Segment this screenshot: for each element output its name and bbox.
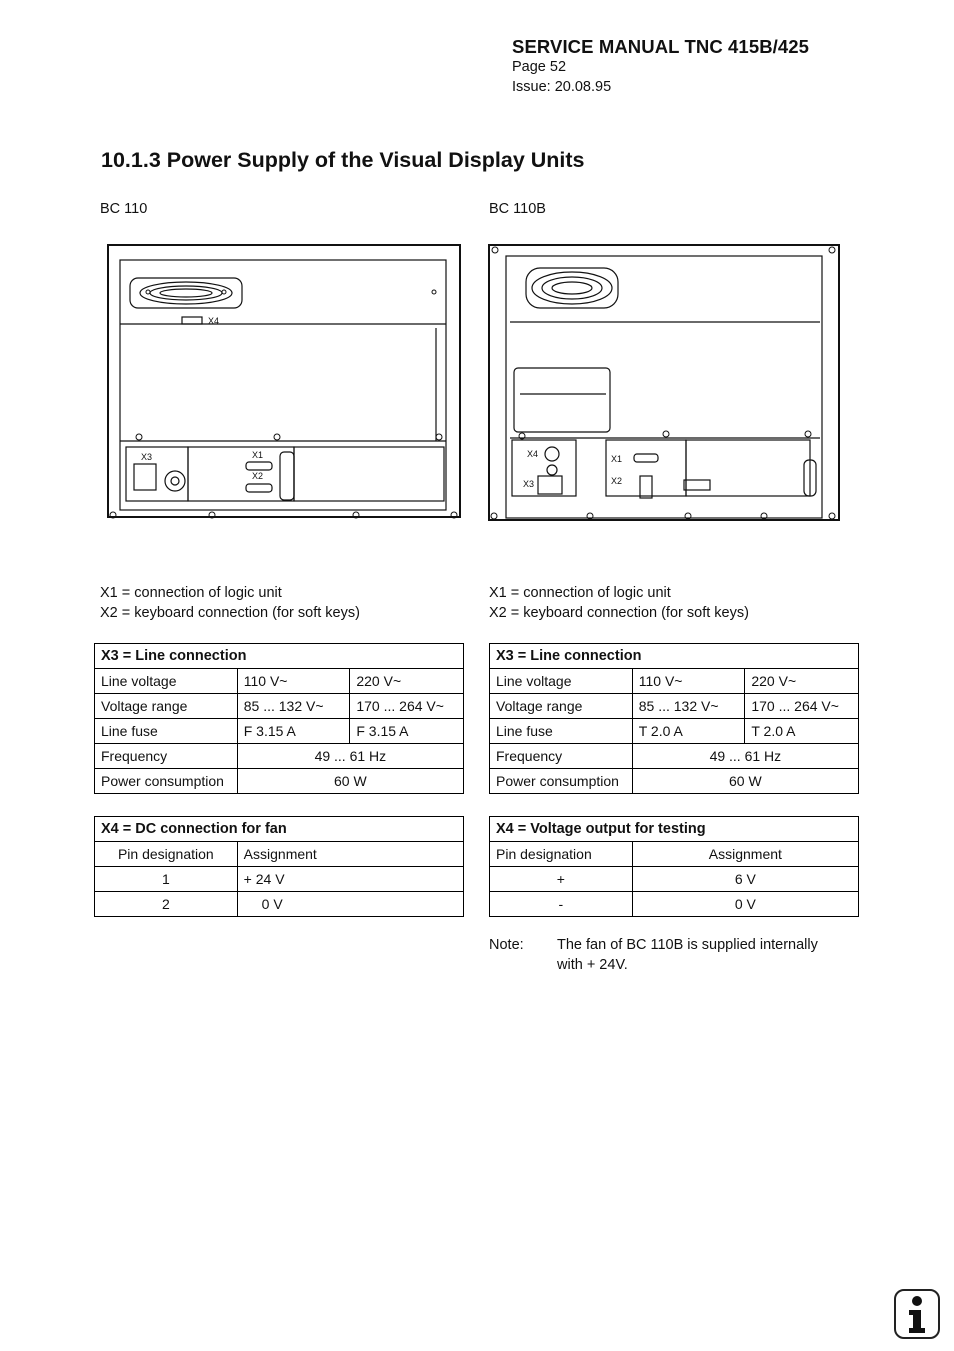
table-cell: 220 V~ xyxy=(350,669,464,694)
model-label-bc110: BC 110 xyxy=(100,201,148,217)
table-title: X4 = DC connection for fan xyxy=(95,817,464,842)
note-x2-right: X2 = keyboard connection (for soft keys) xyxy=(489,605,749,621)
issue-date: Issue: 20.08.95 xyxy=(512,79,612,95)
manual-title: SERVICE MANUAL TNC 415B/425 xyxy=(512,36,810,57)
note-text-line2: with + 24V. xyxy=(557,957,628,973)
table-header-row xyxy=(490,644,859,669)
table-row xyxy=(490,694,859,719)
note-text-line1: The fan of BC 110B is supplied internally xyxy=(557,937,818,953)
note-label: Note: xyxy=(489,937,524,953)
table-row xyxy=(490,719,859,744)
table-cell: 85 ... 132 V~ xyxy=(237,694,350,719)
table-cell: F 3.15 A xyxy=(237,719,350,744)
table-title: X3 = Line connection xyxy=(95,644,464,669)
table-cell: 0 V xyxy=(237,892,463,917)
page-number: Page 52 xyxy=(512,59,567,75)
table-row xyxy=(490,842,859,867)
table-title: X3 = Line connection xyxy=(490,644,859,669)
table-cell: Line fuse xyxy=(95,719,238,744)
table-row xyxy=(490,669,859,694)
bc110b-x4-label: X4 xyxy=(527,449,539,459)
table-cell: 49 ... 61 Hz xyxy=(632,744,858,769)
table-header-row xyxy=(95,644,464,669)
table-cell: Voltage range xyxy=(490,694,633,719)
table-cell: 1 xyxy=(95,867,238,892)
power-socket-icon xyxy=(126,447,188,501)
table-cell: 0 V xyxy=(632,892,858,917)
table-cell: 85 ... 132 V~ xyxy=(632,694,745,719)
bc110b-x1-label: X1 xyxy=(611,454,623,464)
table-cell: 220 V~ xyxy=(745,669,859,694)
table-cell: T 2.0 A xyxy=(632,719,745,744)
bc110-x3-table xyxy=(94,643,464,794)
table-cell: F 3.15 A xyxy=(350,719,464,744)
table-header-row xyxy=(490,817,859,842)
bc110-x2-label: X2 xyxy=(252,471,264,481)
table-cell: Assignment xyxy=(632,842,858,867)
bc110b-x2-label: X2 xyxy=(611,476,623,486)
bc110-rear-view-drawing xyxy=(104,238,466,526)
table-cell: + xyxy=(490,867,633,892)
table-cell: 6 V xyxy=(632,867,858,892)
table-row xyxy=(490,769,859,794)
bc110b-x3-label: X3 xyxy=(523,479,535,489)
table-row xyxy=(95,719,464,744)
table-cell: 49 ... 61 Hz xyxy=(237,744,463,769)
bc110-x1-label: X1 xyxy=(252,450,264,460)
table-cell: Line fuse xyxy=(490,719,633,744)
table-cell: + 24 V xyxy=(237,867,463,892)
table-cell: 110 V~ xyxy=(237,669,350,694)
table-cell: 110 V~ xyxy=(632,669,745,694)
note-x2-left: X2 = keyboard connection (for soft keys) xyxy=(100,605,360,621)
bc110-x4-table xyxy=(94,816,464,917)
table-cell: 60 W xyxy=(632,769,858,794)
table-cell: Power consumption xyxy=(95,769,238,794)
bc110b-rear-view-drawing xyxy=(486,240,844,528)
bc110b-x4-table xyxy=(489,816,859,917)
table-cell: Pin designation xyxy=(95,842,238,867)
model-label-bc110b: BC 110B xyxy=(489,201,546,217)
table-cell: Line voltage xyxy=(490,669,633,694)
table-cell: Assignment xyxy=(237,842,463,867)
fan-grille-icon xyxy=(526,268,618,308)
table-row xyxy=(95,842,464,867)
table-row xyxy=(95,867,464,892)
bc110b-x3-table xyxy=(489,643,859,794)
info-icon xyxy=(894,1289,940,1339)
table-row xyxy=(95,892,464,917)
section-title: 10.1.3 Power Supply of the Visual Display Units xyxy=(101,148,585,172)
table-cell: - xyxy=(490,892,633,917)
bc110-x4-label: X4 xyxy=(208,316,220,326)
table-cell: 170 ... 264 V~ xyxy=(350,694,464,719)
table-cell: Frequency xyxy=(95,744,238,769)
table-row xyxy=(95,694,464,719)
table-row xyxy=(490,867,859,892)
table-row xyxy=(95,744,464,769)
table-cell: Power consumption xyxy=(490,769,633,794)
table-cell: 60 W xyxy=(237,769,463,794)
note-x1-right: X1 = connection of logic unit xyxy=(489,585,671,601)
table-row xyxy=(95,669,464,694)
table-header-row xyxy=(95,817,464,842)
table-cell: 170 ... 264 V~ xyxy=(745,694,859,719)
bc110-x3-label: X3 xyxy=(141,452,153,462)
table-cell: Pin designation xyxy=(490,842,633,867)
table-cell: Line voltage xyxy=(95,669,238,694)
table-cell: Voltage range xyxy=(95,694,238,719)
table-cell: Frequency xyxy=(490,744,633,769)
table-row xyxy=(490,892,859,917)
table-title: X4 = Voltage output for testing xyxy=(490,817,859,842)
table-cell: 2 xyxy=(95,892,238,917)
table-row xyxy=(490,744,859,769)
table-cell: T 2.0 A xyxy=(745,719,859,744)
note-x1-left: X1 = connection of logic unit xyxy=(100,585,282,601)
table-row xyxy=(95,769,464,794)
